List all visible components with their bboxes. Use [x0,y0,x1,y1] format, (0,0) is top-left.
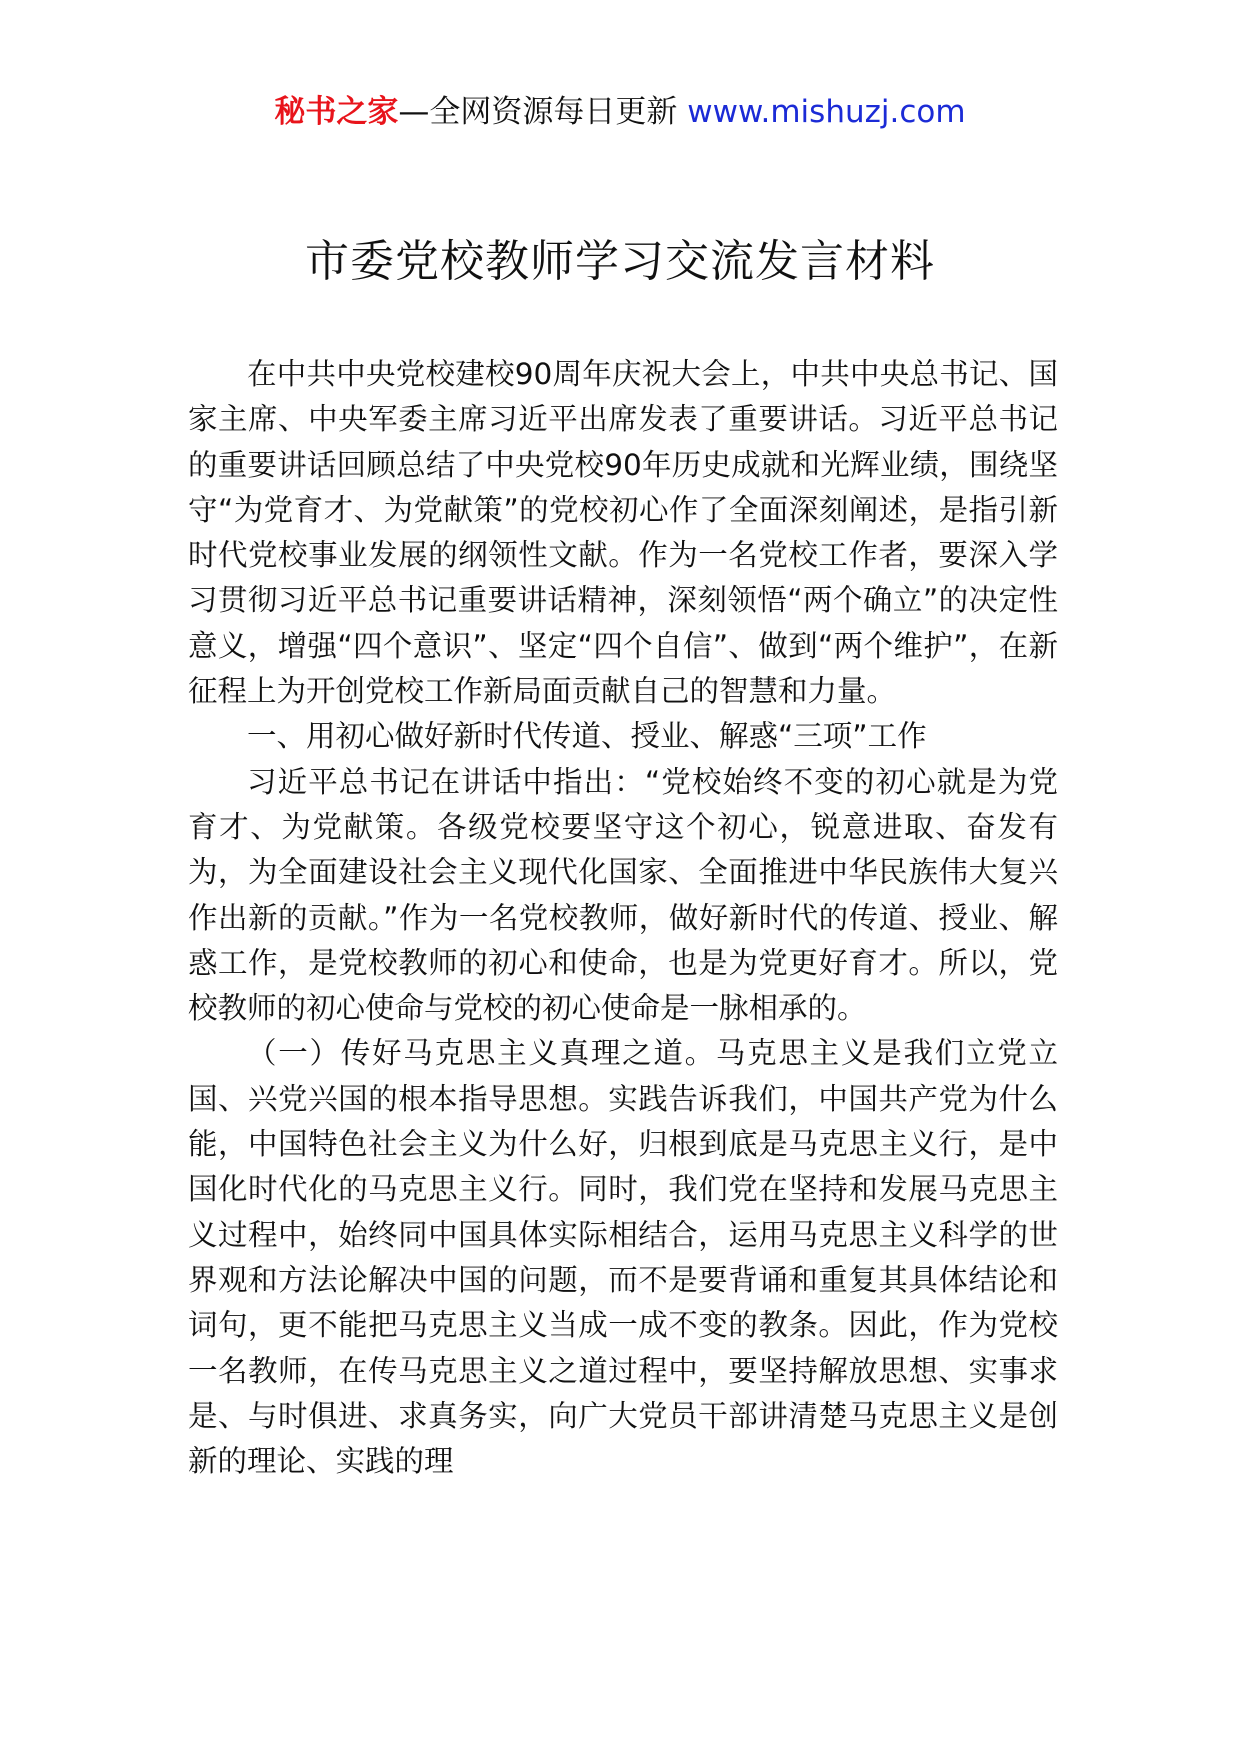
section-heading-1: 一、用初心做好新时代传道、授业、解惑“三项”工作 [247,719,927,754]
document-body [188,352,1058,1484]
paragraph-intro: 在中共中央党校建校90周年庆祝大会上，中共中央总书记、国家主席、中央军委主席习近平出席发表了重要讲话。习近平总书记的重要讲话回顾总结了中央党校90年历史成就和光辉业绩，围绕坚守“为党育才、为党献策”的党校初心作了全面深刻阐述，是指引新时代党校事业发展的纲领性文献。作为一名党校工作者，要深入学习贯彻习近平总书记重要讲话精神，深刻领悟“两个确立”的决定性意义，增强“四个意识”、坚定“四个自信”、做到“两个维护”，在新征程上为开创党校工作新局面贡献自己的智慧和力量。 [188,357,1058,709]
document-title: 市委党校教师学习交流发言材料 [305,236,935,287]
site-header [0,92,1240,132]
site-url-link[interactable]: www.mishuzj.com [687,94,966,130]
site-brand: 秘书之家 [274,94,399,130]
site-tagline: —全网资源每日更新 [398,94,678,130]
paragraph-subsection-1: （一）传好马克思主义真理之道。马克思主义是我们立党立国、兴党兴国的根本指导思想。实践告诉我们，中国共产党为什么能，中国特色社会主义为什么好，归根到底是马克思主义行，是中国化时代化的马克思主义行。同时，我们党在坚持和发展马克思主义过程中，始终同中国具体实际相结合，运用马克思主义科学的世界观和方法论解决中国的问题，而不是要背诵和重复其具体结论和词句，更不能把马克思主义当成一成不变的教条。因此，作为党校一名教师，在传马克思主义之道过程中，要坚持解放思想、实事求是、与时俱进、求真务实，向广大党员干部讲清楚马克思主义是创新的理论、实践的理 [188,1036,1058,1479]
paragraph-section-1: 习近平总书记在讲话中指出：“党校始终不变的初心就是为党育才、为党献策。各级党校要坚守这个初心，锐意进取、奋发有为，为全面建设社会主义现代化国家、全面推进中华民族伟大复兴作出新的贡献。”作为一名党校教师，做好新时代的传道、授业、解惑工作，是党校教师的初心和使命，也是为党更好育才。所以，党校教师的初心使命与党校的初心使命是一脉相承的。 [188,764,1058,1026]
